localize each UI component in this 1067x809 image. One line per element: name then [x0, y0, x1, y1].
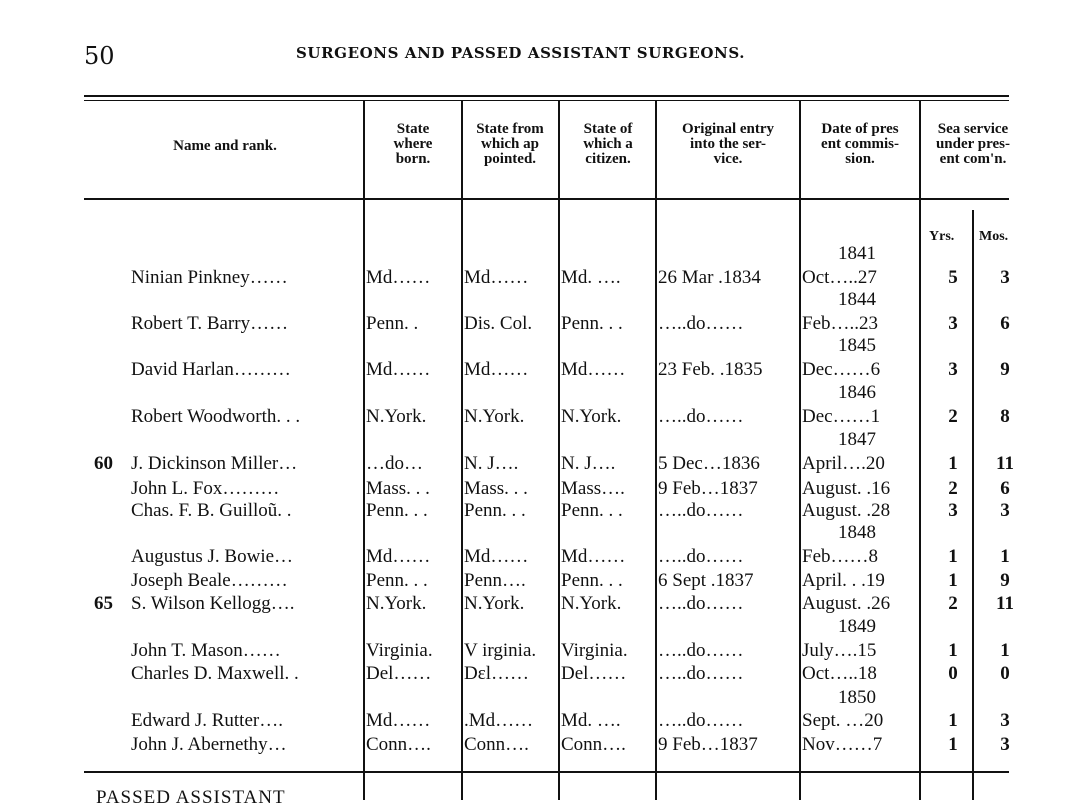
- cell-born: Md……: [366, 267, 431, 288]
- cell-born: Del……: [366, 663, 432, 684]
- cell-commission: August. .26: [802, 593, 891, 614]
- bottom-rule: [84, 771, 1009, 773]
- cell-citizen: Mass….: [561, 478, 625, 499]
- cell-commission: July….15: [802, 640, 877, 661]
- top-rule-thick: [84, 95, 1009, 97]
- cell-born: Md……: [366, 359, 431, 380]
- cell-years: 2: [948, 593, 958, 614]
- cell-citizen: Virginia.: [561, 640, 628, 661]
- cell-appointed: N. J….: [464, 453, 519, 474]
- commission-year: 1848: [838, 522, 876, 543]
- cell-entry: 26 Mar .1834: [658, 267, 761, 288]
- header-mos: Mos.: [979, 229, 1009, 244]
- cell-entry: 6 Sept .1837: [658, 570, 754, 591]
- cell-entry: …..do……: [658, 593, 744, 614]
- page-number: 50: [84, 42, 115, 70]
- cell-citizen: N.York.: [561, 406, 622, 427]
- cell-commission: Sept. …20: [802, 710, 884, 731]
- cell-years: 5: [948, 267, 958, 288]
- header-yrs: Yrs.: [929, 229, 955, 244]
- cell-name: John L. Fox………: [131, 478, 280, 499]
- cell-name: Joseph Beale………: [131, 570, 288, 591]
- cell-entry: 23 Feb. .1835: [658, 359, 763, 380]
- cell-born: …do…: [366, 453, 423, 474]
- cell-years: 1: [948, 546, 958, 567]
- cell-entry: …..do……: [658, 710, 744, 731]
- cell-months: 9: [1000, 570, 1010, 591]
- cell-name: Ninian Pinkney……: [131, 267, 288, 288]
- cell-months: 6: [1000, 313, 1010, 334]
- col-divider-3: [558, 100, 560, 800]
- cell-years: 1: [948, 570, 958, 591]
- header-state-citizen: State of which a citizen.: [583, 121, 633, 167]
- cell-appointed: Md……: [464, 359, 529, 380]
- header-original-entry: Original entry into the ser- vice.: [681, 121, 775, 167]
- header-name: Name and rank.: [173, 138, 277, 154]
- cell-name: J. Dickinson Miller…: [131, 453, 298, 474]
- cell-name: Charles D. Maxwell. .: [131, 663, 299, 684]
- col-divider-2: [461, 100, 463, 800]
- cell-appointed: Penn. . .: [464, 500, 526, 521]
- header-state-born: State where born.: [393, 121, 433, 167]
- cell-name: Chas. F. B. Guilloũ. .: [131, 500, 292, 521]
- cell-entry: …..do……: [658, 663, 744, 684]
- cell-born: N.York.: [366, 406, 427, 427]
- cell-name: Robert T. Barry……: [131, 313, 289, 334]
- cell-appointed: .Md……: [464, 710, 534, 731]
- cell-months: 11: [996, 453, 1014, 474]
- cell-born: Md……: [366, 546, 431, 567]
- cell-name: S. Wilson Kellogg….: [131, 593, 295, 614]
- cell-born: N.York.: [366, 593, 427, 614]
- commission-year: 1850: [838, 687, 876, 708]
- cell-born: Md……: [366, 710, 431, 731]
- cell-years: 2: [948, 478, 958, 499]
- cell-years: 1: [948, 734, 958, 755]
- commission-year: 1849: [838, 616, 876, 637]
- col-divider-5: [799, 100, 801, 800]
- col-divider-7: [972, 210, 974, 800]
- cell-citizen: Md. ….: [561, 710, 621, 731]
- cell-commission: Feb……8: [802, 546, 878, 567]
- cell-years: 1: [948, 640, 958, 661]
- cell-appointed: Dɛl……: [464, 663, 529, 684]
- commission-year: 1841: [838, 243, 876, 264]
- cell-entry: 9 Feb…1837: [658, 734, 758, 755]
- header-date-commission: Date of pres ent commis- sion.: [821, 121, 899, 167]
- cell-months: 1: [1000, 640, 1010, 661]
- col-divider-6: [919, 100, 921, 800]
- cell-years: 0: [948, 663, 958, 684]
- cell-appointed: Mass. . .: [464, 478, 528, 499]
- next-section-heading: PASSED ASSISTANT: [96, 787, 286, 808]
- cell-commission: Nov……7: [802, 734, 883, 755]
- header-state-appointed: State from which ap pointed.: [476, 121, 544, 167]
- cell-months: 9: [1000, 359, 1010, 380]
- cell-commission: April….20: [802, 453, 885, 474]
- cell-name: Robert Woodworth. . .: [131, 406, 301, 427]
- cell-citizen: Conn….: [561, 734, 626, 755]
- cell-citizen: Md……: [561, 546, 626, 567]
- cell-appointed: Md……: [464, 267, 529, 288]
- commission-year: 1846: [838, 382, 876, 403]
- header-sea-service: Sea service under pres- ent com'n.: [935, 121, 1011, 167]
- cell-name: Edward J. Rutter….: [131, 710, 283, 731]
- cell-entry: …..do……: [658, 313, 744, 334]
- cell-years: 3: [948, 359, 958, 380]
- cell-name: Augustus J. Bowie…: [131, 546, 294, 567]
- col-divider-4: [655, 100, 657, 800]
- cell-months: 1: [1000, 546, 1010, 567]
- cell-commission: Dec……1: [802, 406, 881, 427]
- cell-citizen: Md. ….: [561, 267, 621, 288]
- cell-born: Penn. .: [366, 313, 419, 334]
- cell-appointed: N.York.: [464, 593, 525, 614]
- cell-entry: …..do……: [658, 406, 744, 427]
- cell-years: 1: [948, 710, 958, 731]
- cell-born: Virginia.: [366, 640, 433, 661]
- cell-appointed: V irginia.: [464, 640, 537, 661]
- cell-appointed: Md……: [464, 546, 529, 567]
- cell-citizen: N.York.: [561, 593, 622, 614]
- page-title: SURGEONS AND PASSED ASSISTANT SURGEONS.: [296, 44, 746, 62]
- commission-year: 1845: [838, 335, 876, 356]
- cell-months: 3: [1000, 500, 1010, 521]
- cell-citizen: Del……: [561, 663, 627, 684]
- cell-citizen: Penn. . .: [561, 570, 623, 591]
- cell-appointed: N.York.: [464, 406, 525, 427]
- cell-name: John T. Mason……: [131, 640, 281, 661]
- cell-citizen: N. J….: [561, 453, 616, 474]
- cell-months: 3: [1000, 267, 1010, 288]
- cell-years: 2: [948, 406, 958, 427]
- cell-entry: …..do……: [658, 640, 744, 661]
- cell-commission: Feb…..23: [802, 313, 878, 334]
- cell-months: 3: [1000, 710, 1010, 731]
- cell-commission: August. .28: [802, 500, 891, 521]
- cell-born: Conn….: [366, 734, 431, 755]
- cell-months: 3: [1000, 734, 1010, 755]
- cell-citizen: Penn. . .: [561, 313, 623, 334]
- cell-commission: Oct…..18: [802, 663, 877, 684]
- cell-commission: April. . .19: [802, 570, 885, 591]
- cell-entry: …..do……: [658, 500, 744, 521]
- cell-years: 3: [948, 500, 958, 521]
- cell-appointed: Conn….: [464, 734, 529, 755]
- cell-months: 6: [1000, 478, 1010, 499]
- cell-commission: Oct…..27: [802, 267, 877, 288]
- cell-entry: 9 Feb…1837: [658, 478, 758, 499]
- cell-commission: Dec……6: [802, 359, 881, 380]
- header-rule: [84, 198, 1009, 200]
- cell-citizen: Md……: [561, 359, 626, 380]
- row-number: 65: [94, 593, 113, 614]
- cell-commission: August. .16: [802, 478, 891, 499]
- cell-name: John J. Abernethy…: [131, 734, 287, 755]
- cell-appointed: Dis. Col.: [464, 313, 533, 334]
- cell-entry: …..do……: [658, 546, 744, 567]
- col-divider-1: [363, 100, 365, 800]
- cell-name: David Harlan………: [131, 359, 291, 380]
- commission-year: 1847: [838, 429, 876, 450]
- cell-months: 8: [1000, 406, 1010, 427]
- commission-year: 1844: [838, 289, 876, 310]
- cell-years: 1: [948, 453, 958, 474]
- cell-months: 0: [1000, 663, 1010, 684]
- cell-born: Penn. . .: [366, 570, 428, 591]
- cell-citizen: Penn. . .: [561, 500, 623, 521]
- cell-years: 3: [948, 313, 958, 334]
- top-rule-thin: [84, 100, 1009, 101]
- row-number: 60: [94, 453, 113, 474]
- cell-born: Penn. . .: [366, 500, 428, 521]
- cell-appointed: Penn….: [464, 570, 526, 591]
- cell-born: Mass. . .: [366, 478, 430, 499]
- cell-entry: 5 Dec…1836: [658, 453, 760, 474]
- cell-months: 11: [996, 593, 1014, 614]
